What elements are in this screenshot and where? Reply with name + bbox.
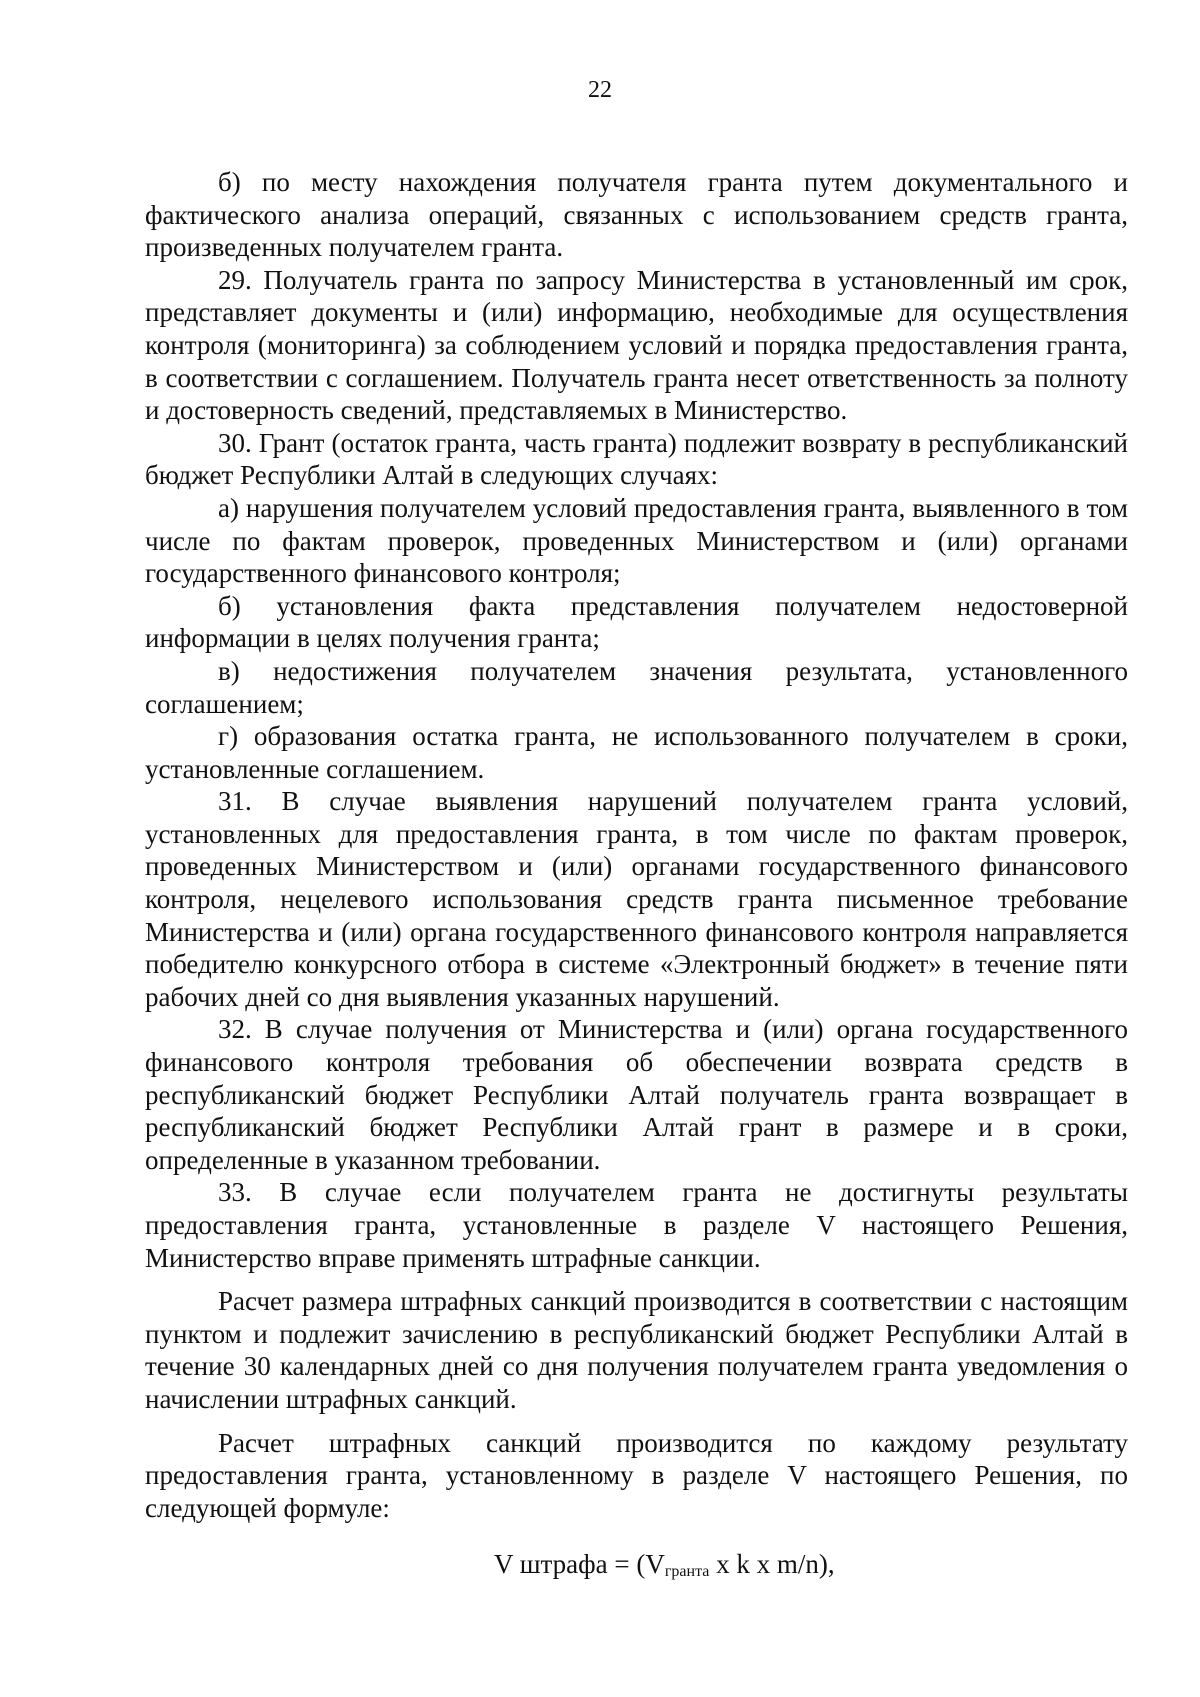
paragraph-30g: г) образования остатка гранта, не использованного получателем в сроки, установленные соглашением. bbox=[145, 721, 1128, 784]
paragraph-30v: в) недостижения получателем значения результата, установленного соглашением; bbox=[145, 655, 1128, 719]
paragraph-29: 29. Получатель гранта по запросу Министерства в установленный им срок, представляет документы и (или) информацию, необходимые для осуществления контроля (мониторинга) за соблюдением условий и порядка предоставления гранта, в соответствии с соглашением. Получатель гранта несет ответственность за полноту и достоверность сведений, представляемых в Министерство. bbox=[145, 264, 1128, 426]
document-body bbox=[145, 166, 1128, 1524]
paragraph-30: 30. Грант (остаток гранта, часть гранта) подлежит возврату в республиканский бюджет Республики Алтай в следующих случаях: bbox=[145, 427, 1128, 491]
paragraph-28b: б) по месту нахождения получателя гранта путем документального и фактического анализа операций, связанных с использованием средств гранта, произведенных получателем гранта. bbox=[145, 167, 1128, 263]
paragraph-31: 31. В случае выявления нарушений получателем гранта условий, установленных для предоставления гранта, в том числе по фактам проверок, проведенных Министерством и (или) органами государственного финансового контроля, нецелевого использования средств гранта письменное требование Министерства и (или) органа государственного финансового контроля направляется победителю конкурсного отбора в системе «Электронный бюджет» в течение пяти рабочих дней со дня выявления указанных нарушений. bbox=[145, 786, 1128, 1012]
paragraph-penalty-calc: Расчет размера штрафных санкций производится в соответствии с настоящим пунктом и подлежит зачислению в республиканский бюджет Республики Алтай в течение 30 календарных дней со дня получения получателем гранта уведомления о начислении штрафных санкций. bbox=[145, 1286, 1128, 1414]
paragraph-30b: б) установления факта представления получателем недостоверной информации в целях получения гранта; bbox=[145, 590, 1128, 654]
paragraph-32: 32. В случае получения от Министерства и (или) органа государственного финансового контроля требования об обеспечении возврата средств в республиканский бюджет Республики Алтай получатель гранта возвращает в республиканский бюджет Республики Алтай грант в размере и в сроки, определенные в указанном требовании. bbox=[145, 1014, 1128, 1175]
formula-right: x k x m/n), bbox=[709, 1549, 835, 1579]
formula-subscript: гранта bbox=[664, 1563, 710, 1580]
formula-left: V штрафа = (V bbox=[494, 1549, 665, 1579]
page-number: 22 bbox=[588, 77, 612, 103]
paragraph-33: 33. В случае если получателем гранта не достигнуты результаты предоставления гранта, установленные в разделе V настоящего Решения, Министерство вправе применять штрафные санкции. bbox=[145, 1177, 1128, 1273]
paragraph-penalty-formula-intro: Расчет штрафных санкций производится по каждому результату предоставления гранта, установленному в разделе V настоящего Решения, по следующей формуле: bbox=[145, 1427, 1128, 1523]
paragraph-30a: а) нарушения получателем условий предоставления гранта, выявленного в том числе по фактам проверок, проведенных Министерством и (или) органами государственного финансового контроля; bbox=[145, 492, 1128, 589]
